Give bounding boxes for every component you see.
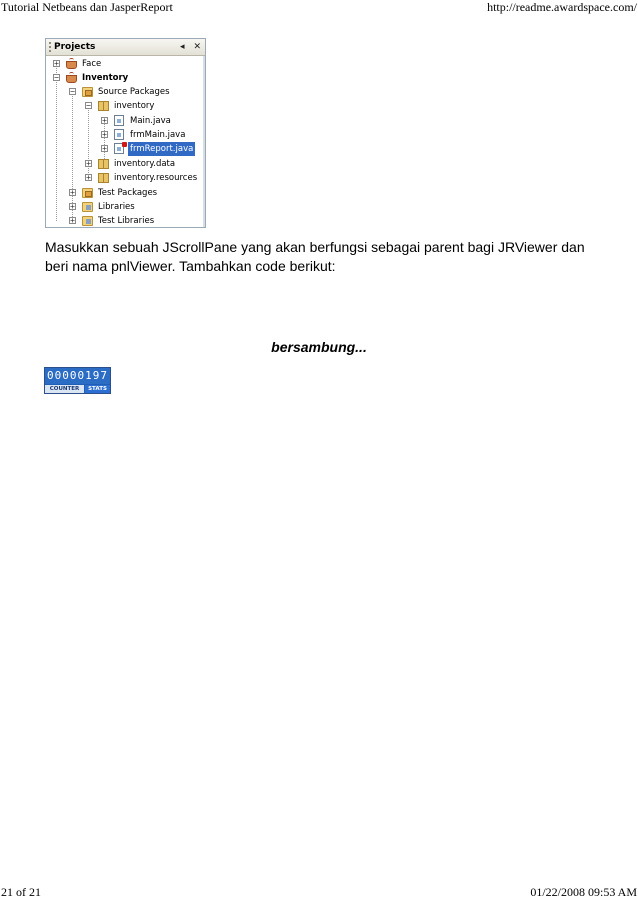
tree-node-inventory-package[interactable] [46,99,205,113]
tree-node-frmreport-java[interactable] [46,142,205,156]
stats-label: STATS [85,385,110,393]
drag-grip-icon[interactable] [49,42,53,52]
library-folder-icon [82,216,93,226]
projects-panel-header [46,39,205,56]
expand-toggle-icon[interactable]: + [102,116,107,125]
panel-scroll-edge [203,56,205,227]
tree-node-frmmain-java[interactable] [46,128,205,142]
java-project-icon [66,61,77,69]
package-icon [98,159,109,169]
tree-node-test-packages[interactable] [46,186,205,200]
tree-node-label: Test Packages [98,188,158,198]
tree-node-inventory-project[interactable] [46,71,205,85]
package-icon [98,173,109,183]
tree-node-libraries[interactable] [46,200,205,214]
page-header-url: http://readme.awardspace.com/ [487,0,637,14]
minimize-panel-icon[interactable]: ◂ [180,42,185,52]
tree-node-label-selected: frmReport.java [130,144,194,154]
tree-node-source-packages[interactable] [46,85,205,99]
visitor-counter[interactable] [44,367,111,394]
tree-node-label: Inventory [82,73,129,83]
projects-panel-title: Projects [54,42,96,52]
projects-panel [45,38,206,228]
library-folder-icon [82,202,93,212]
tree-node-test-libraries[interactable] [46,214,205,228]
tree-node-label: Main.java [130,116,171,126]
expand-toggle-icon[interactable]: + [70,216,75,225]
tree-node-label: Face [82,59,102,69]
source-folder-icon [82,87,93,97]
tree-node-face[interactable] [46,57,205,71]
expand-toggle-icon[interactable]: + [102,130,107,139]
form-file-icon [114,129,124,140]
tree-node-label: inventory.data [114,159,176,169]
tree-node-label: inventory [114,101,155,111]
page-number: 21 of 21 [1,885,41,899]
expand-toggle-icon[interactable]: + [70,202,75,211]
tree-node-main-java[interactable] [46,114,205,128]
tree-node-label: Test Libraries [98,216,155,226]
tree-node-label: Source Packages [98,87,170,97]
expand-toggle-icon[interactable]: + [54,59,59,68]
expand-toggle-icon[interactable]: + [86,173,91,182]
tree-node-label: frmMain.java [130,130,186,140]
package-icon [98,101,109,111]
error-badge-icon [122,142,127,147]
continued-text: bersambung... [271,339,367,355]
expand-toggle-icon[interactable]: + [86,159,91,168]
collapse-toggle-icon[interactable]: − [54,73,59,82]
counter-value: 00000197 [45,368,110,384]
tree-node-label: inventory.resources [114,173,198,183]
tree-node-inventory-resources[interactable] [46,171,205,185]
tree-node-label: Libraries [98,202,135,212]
tree-node-inventory-data[interactable] [46,157,205,171]
close-panel-icon[interactable]: ✕ [193,42,201,52]
page-header-title: Tutorial Netbeans dan JasperReport [1,0,173,14]
instruction-paragraph: Masukkan sebuah JScrollPane yang akan berfungsi sebagai parent bagi JRViewer dan beri nama pnlViewer. Tambahkan code berikut: [45,239,585,274]
collapse-toggle-icon[interactable]: − [70,87,75,96]
collapse-toggle-icon[interactable]: − [86,101,91,110]
java-project-icon [66,75,77,83]
test-folder-icon [82,188,93,198]
expand-toggle-icon[interactable]: + [102,144,107,153]
counter-label: COUNTER [45,385,84,393]
print-timestamp: 01/22/2008 09:53 AM [530,885,637,899]
expand-toggle-icon[interactable]: + [70,188,75,197]
java-file-icon [114,115,124,126]
